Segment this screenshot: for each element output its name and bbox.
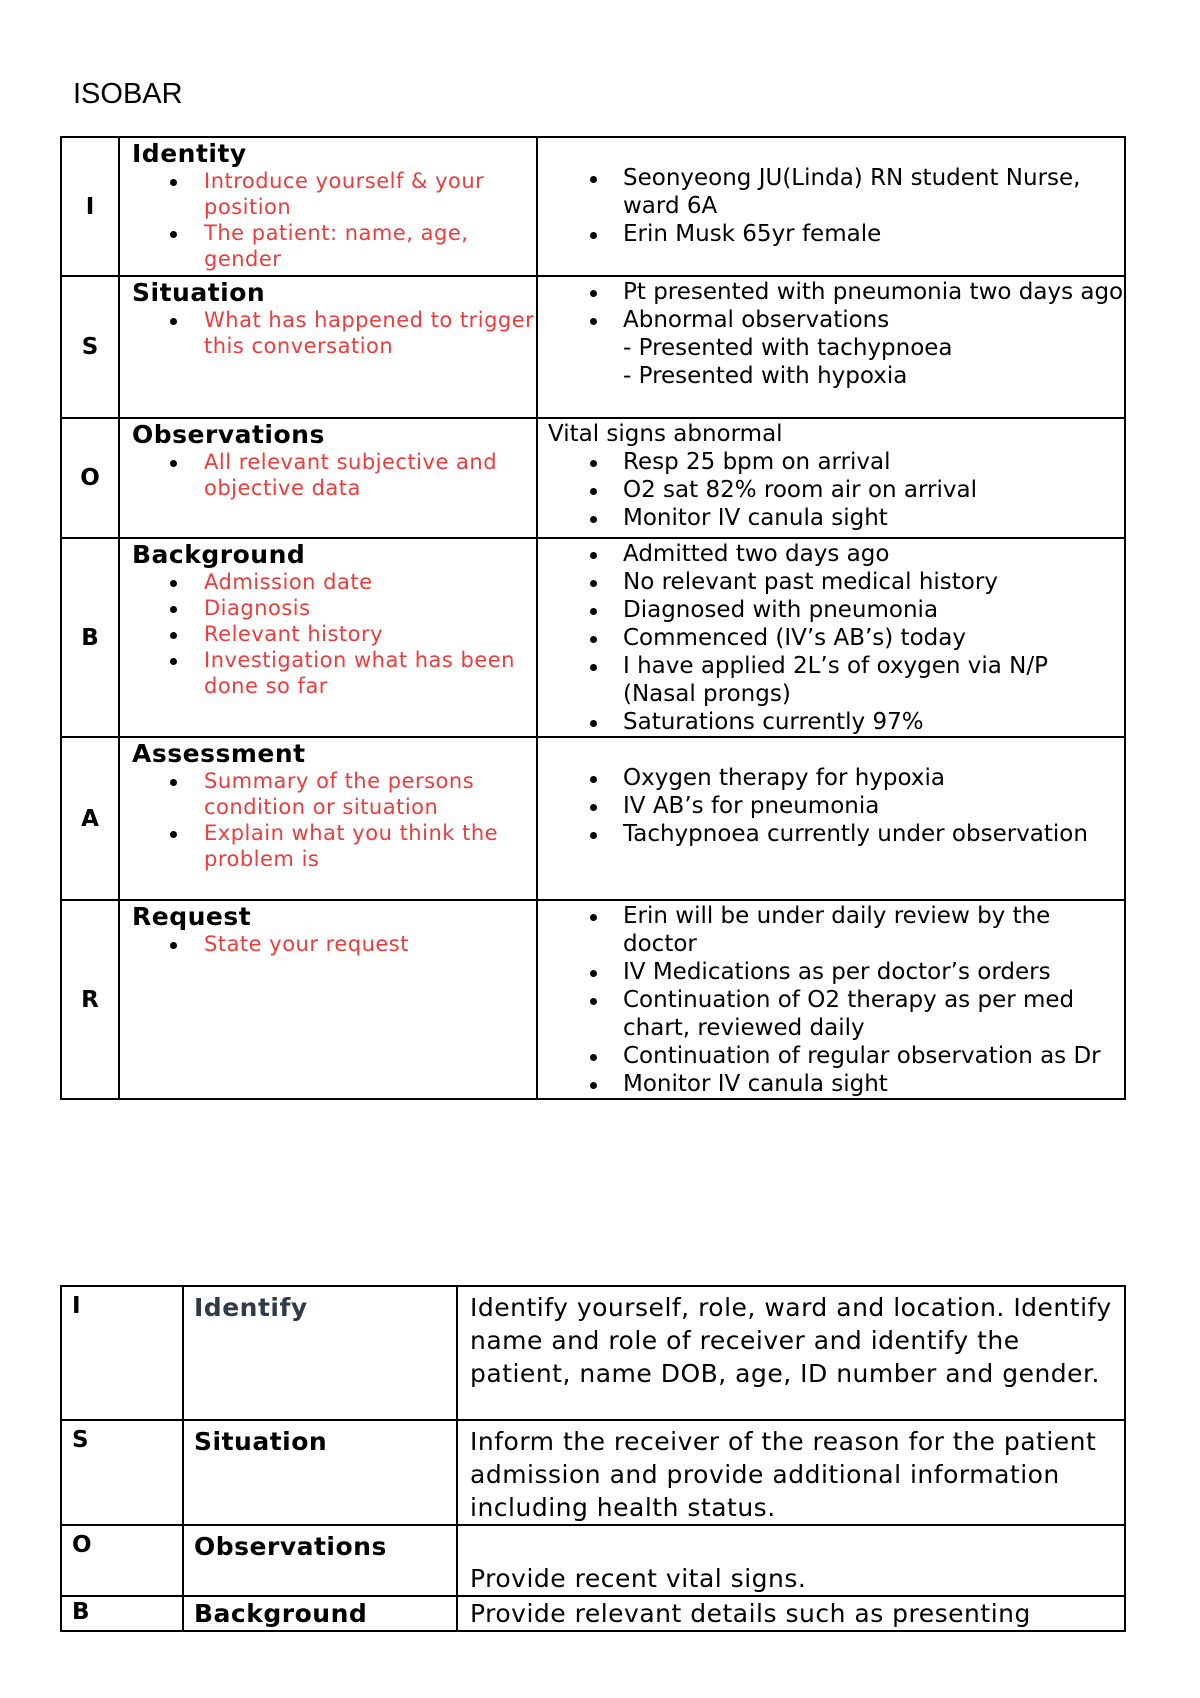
row-letter: B — [61, 1596, 183, 1631]
list-item: Seonyeong JU(Linda) RN student Nurse, ward 6A — [548, 164, 1124, 220]
row-letter: O — [61, 1525, 183, 1596]
table-row — [61, 418, 1125, 538]
list-item: What has happened to trigger this conversation — [132, 307, 536, 359]
list-item: O2 sat 82% room air on arrival — [548, 476, 1124, 504]
list-item: Introduce yourself & your position — [132, 168, 536, 220]
document-title: ISOBAR — [73, 78, 183, 110]
list-item: Explain what you think the problem is — [132, 820, 536, 872]
row-description: Inform the receiver of the reason for the patient admission and provide additional information including health status. — [457, 1420, 1125, 1525]
prompt-list — [132, 307, 536, 359]
prompt-list — [132, 449, 536, 501]
list-item: Resp 25 bpm on arrival — [548, 448, 1124, 476]
prompt-cell — [119, 137, 537, 276]
sub-list-item: - Presented with hypoxia — [623, 363, 908, 389]
list-item: Diagnosis — [132, 595, 536, 621]
content-cell — [537, 276, 1125, 418]
list-item: Pt presented with pneumonia two days ago — [548, 278, 1124, 306]
list-item: I have applied 2L’s of oxygen via N/P (Nasal prongs) — [548, 652, 1124, 708]
section-heading: Identity — [132, 139, 247, 168]
prompt-list — [132, 931, 536, 957]
list-item: Summary of the persons condition or situation — [132, 768, 536, 820]
list-item: Monitor IV canula sight — [548, 504, 1124, 532]
section-heading: Observations — [132, 420, 325, 449]
list-item: State your request — [132, 931, 536, 957]
table-row — [61, 276, 1125, 418]
prompt-list — [132, 768, 536, 872]
table-row — [61, 137, 1125, 276]
table-row — [61, 900, 1125, 1099]
row-description: Provide recent vital signs. — [457, 1525, 1125, 1596]
list-item: Monitor IV canula sight — [548, 1070, 1124, 1098]
content-list — [548, 278, 1124, 390]
prompt-list — [132, 569, 536, 699]
row-description: Provide relevant details such as presenting — [457, 1596, 1125, 1631]
row-name: Identify — [183, 1286, 457, 1420]
list-item: Continuation of regular observation as Dr — [548, 1042, 1124, 1070]
row-letter: I — [61, 137, 119, 276]
list-item: Oxygen therapy for hypoxia — [548, 764, 1124, 792]
content-cell — [537, 900, 1125, 1099]
list-item: Saturations currently 97% — [548, 708, 1124, 736]
row-letter: A — [61, 737, 119, 900]
isobar-table — [60, 136, 1126, 1100]
section-heading: Assessment — [132, 739, 306, 768]
content-list — [548, 540, 1124, 736]
content-list — [548, 448, 1124, 532]
table-row — [61, 538, 1125, 737]
content-cell — [537, 737, 1125, 900]
row-letter: R — [61, 900, 119, 1099]
row-letter: I — [61, 1286, 183, 1420]
table-row — [61, 737, 1125, 900]
prompt-cell — [119, 418, 537, 538]
list-item: Commenced (IV’s AB’s) today — [548, 624, 1124, 652]
prompt-cell — [119, 538, 537, 737]
list-item: Erin Musk 65yr female — [548, 220, 1124, 248]
table-row — [61, 1596, 1125, 1631]
prompt-cell — [119, 900, 537, 1099]
list-item: No relevant past medical history — [548, 568, 1124, 596]
row-name: Background — [183, 1596, 457, 1631]
prompt-list — [132, 168, 536, 272]
table-row — [61, 1286, 1125, 1420]
list-item: IV AB’s for pneumonia — [548, 792, 1124, 820]
isobar-summary-table — [60, 1285, 1126, 1632]
row-letter: O — [61, 418, 119, 538]
list-item: IV Medications as per doctor’s orders — [548, 958, 1124, 986]
sub-list-item: - Presented with tachypnoea — [623, 335, 953, 361]
list-item: All relevant subjective and objective data — [132, 449, 536, 501]
list-item: Admitted two days ago — [548, 540, 1124, 568]
content-cell — [537, 137, 1125, 276]
list-item: Investigation what has been done so far — [132, 647, 536, 699]
list-item: Erin will be under daily review by the doctor — [548, 902, 1124, 958]
prompt-cell — [119, 276, 537, 418]
list-item: The patient: name, age, gender — [132, 220, 536, 272]
list-item: Relevant history — [132, 621, 536, 647]
row-name: Situation — [183, 1420, 457, 1525]
section-heading: Situation — [132, 278, 266, 307]
content-cell — [537, 538, 1125, 737]
list-item: Abnormal observations — [548, 306, 1124, 334]
row-description: Identify yourself, role, ward and location. Identify name and role of receiver and identify the patient, name DOB, age, ID number and gender. — [457, 1286, 1125, 1420]
content-list — [548, 902, 1124, 1098]
table-row — [61, 1525, 1125, 1596]
list-item: Tachypnoea currently under observation — [548, 820, 1124, 848]
list-item: Continuation of O2 therapy as per med chart, reviewed daily — [548, 986, 1124, 1042]
list-item: Diagnosed with pneumonia — [548, 596, 1124, 624]
list-item: Admission date — [132, 569, 536, 595]
row-name: Observations — [183, 1525, 457, 1596]
section-heading: Background — [132, 540, 306, 569]
content-cell — [537, 418, 1125, 538]
content-list — [548, 164, 1124, 248]
content-list — [548, 764, 1124, 848]
row-letter: S — [61, 1420, 183, 1525]
row-letter: S — [61, 276, 119, 418]
row-letter: B — [61, 538, 119, 737]
prompt-cell — [119, 737, 537, 900]
section-heading: Request — [132, 902, 252, 931]
observations-intro: Vital signs abnormal — [548, 421, 783, 447]
table-row — [61, 1420, 1125, 1525]
